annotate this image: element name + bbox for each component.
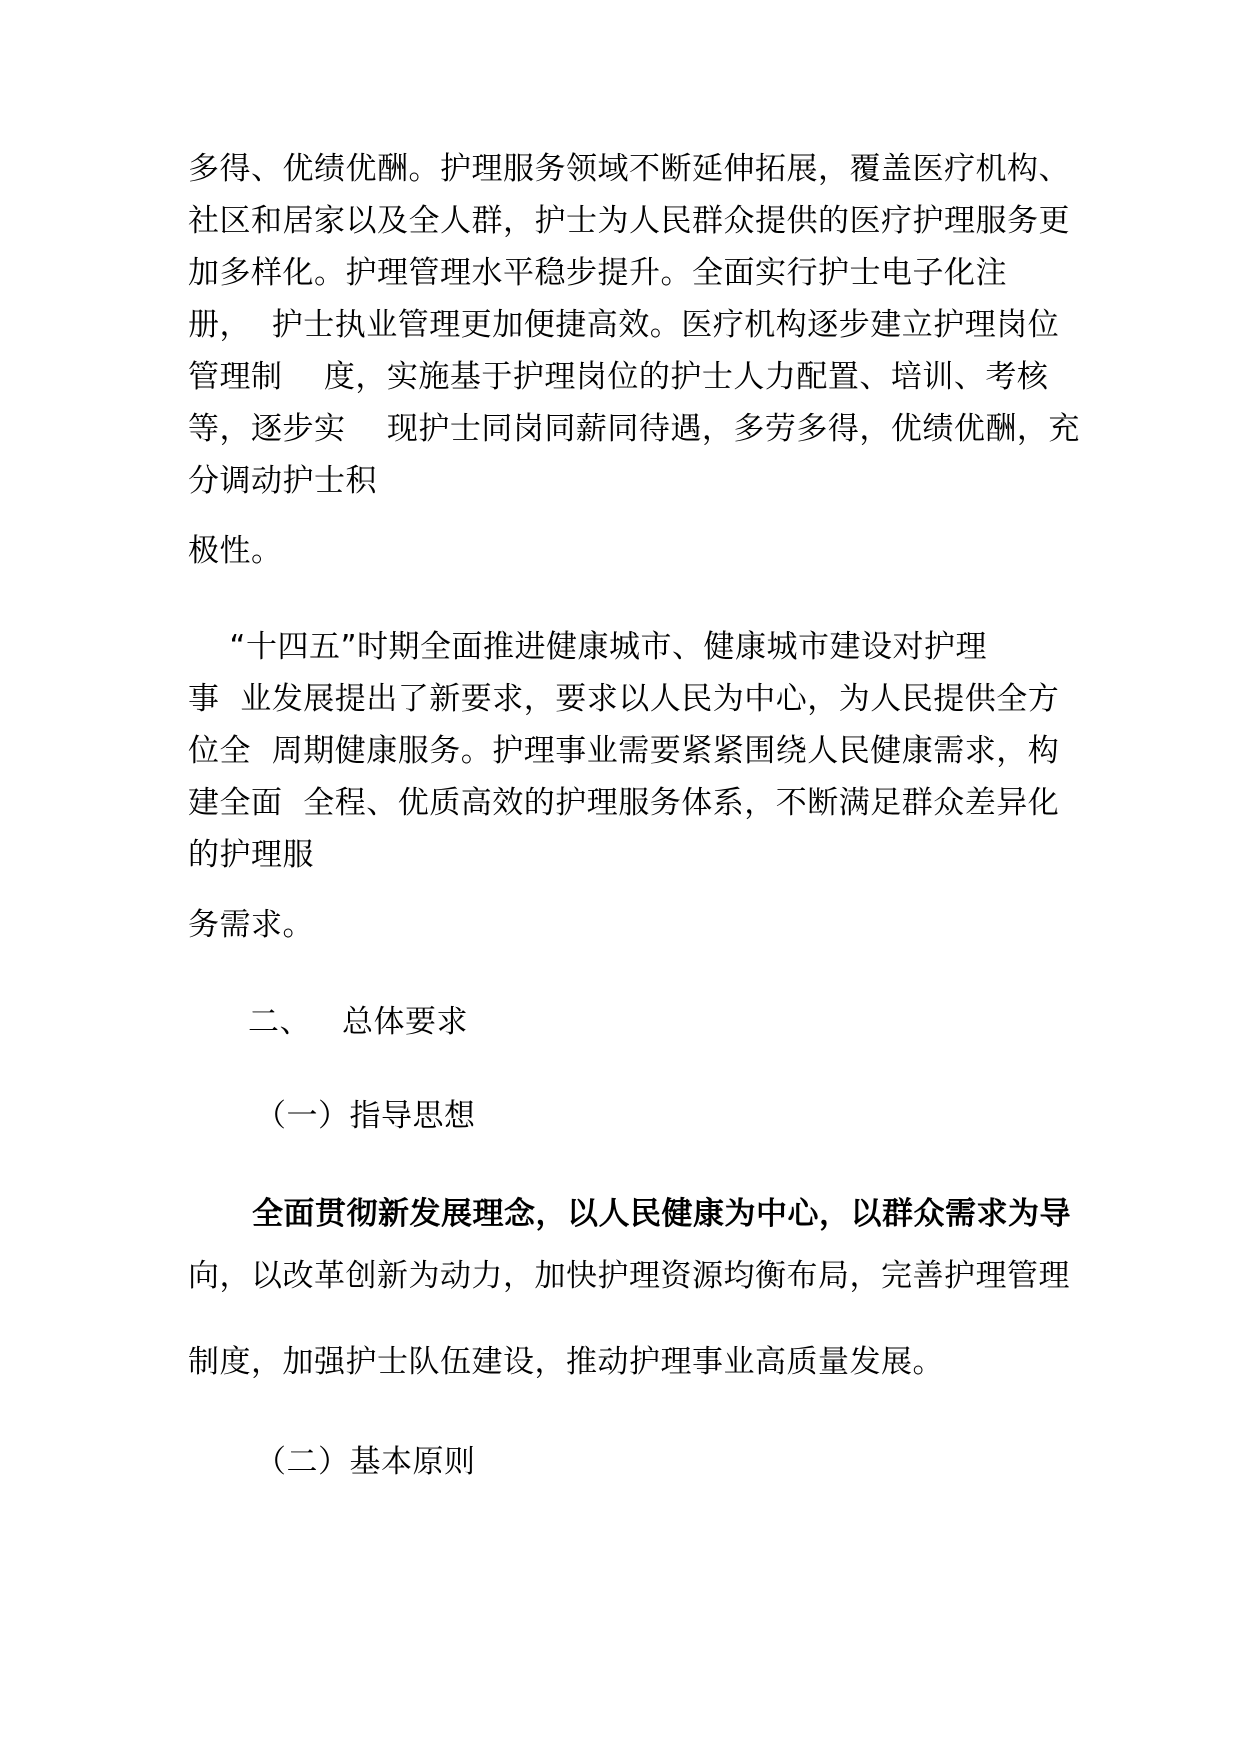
paragraph-2-line-2: 事 业发展提出了新要求，要求以人民为中心，为人民提供全方 — [188, 681, 1060, 717]
subsection-heading-1: （一）指导思想 — [255, 1098, 476, 1134]
paragraph-3-line-2: 制度，加强护士队伍建设，推动护理事业高质量发展。 — [188, 1344, 944, 1380]
paragraph-2-line-3: 位全 周期健康服务。护理事业需要紧紧围绕人民健康需求，构 — [188, 733, 1060, 769]
paragraph-1-line-8: 极性。 — [188, 533, 283, 569]
paragraph-1-line-1: 多得、优绩优酬。护理服务领域不断延伸拓展，覆盖医疗机构、 — [188, 151, 1070, 187]
section-heading: 二、 总体要求 — [248, 1004, 469, 1040]
paragraph-1-line-3: 加多样化。护理管理水平稳步提升。全面实行护士电子化注 — [188, 255, 1007, 291]
paragraph-1-line-4: 册， 护士执业管理更加便捷高效。医疗机构逐步建立护理岗位 — [188, 307, 1060, 343]
paragraph-2-line-4: 建全面 全程、优质高效的护理服务体系，不断满足群众差异化 — [188, 785, 1060, 821]
paragraph-3-bold-lead: 全面贯彻新发展理念，以人民健康为中心，以群众需求为导 — [252, 1196, 1071, 1232]
paragraph-1-line-7: 分调动护士积 — [188, 463, 377, 499]
paragraph-2-line-6: 务需求。 — [188, 907, 314, 943]
paragraph-3-line-1: 向，以改革创新为动力，加快护理资源均衡布局，完善护理管理 — [188, 1258, 1070, 1294]
paragraph-1-line-2: 社区和居家以及全人群，护士为人民群众提供的医疗护理服务更 — [188, 203, 1070, 239]
paragraph-2-line-5: 的护理服 — [188, 837, 314, 873]
paragraph-1-line-6: 等，逐步实 现护士同岗同薪同待遇，多劳多得，优绩优酬，充 — [188, 411, 1080, 447]
subsection-heading-2: （二）基本原则 — [255, 1444, 476, 1480]
paragraph-2-line-1: “十四五”时期全面推进健康城市、健康城市建设对护理 — [188, 629, 988, 665]
paragraph-1-line-5: 管理制 度，实施基于护理岗位的护士人力配置、培训、考核 — [188, 359, 1049, 395]
